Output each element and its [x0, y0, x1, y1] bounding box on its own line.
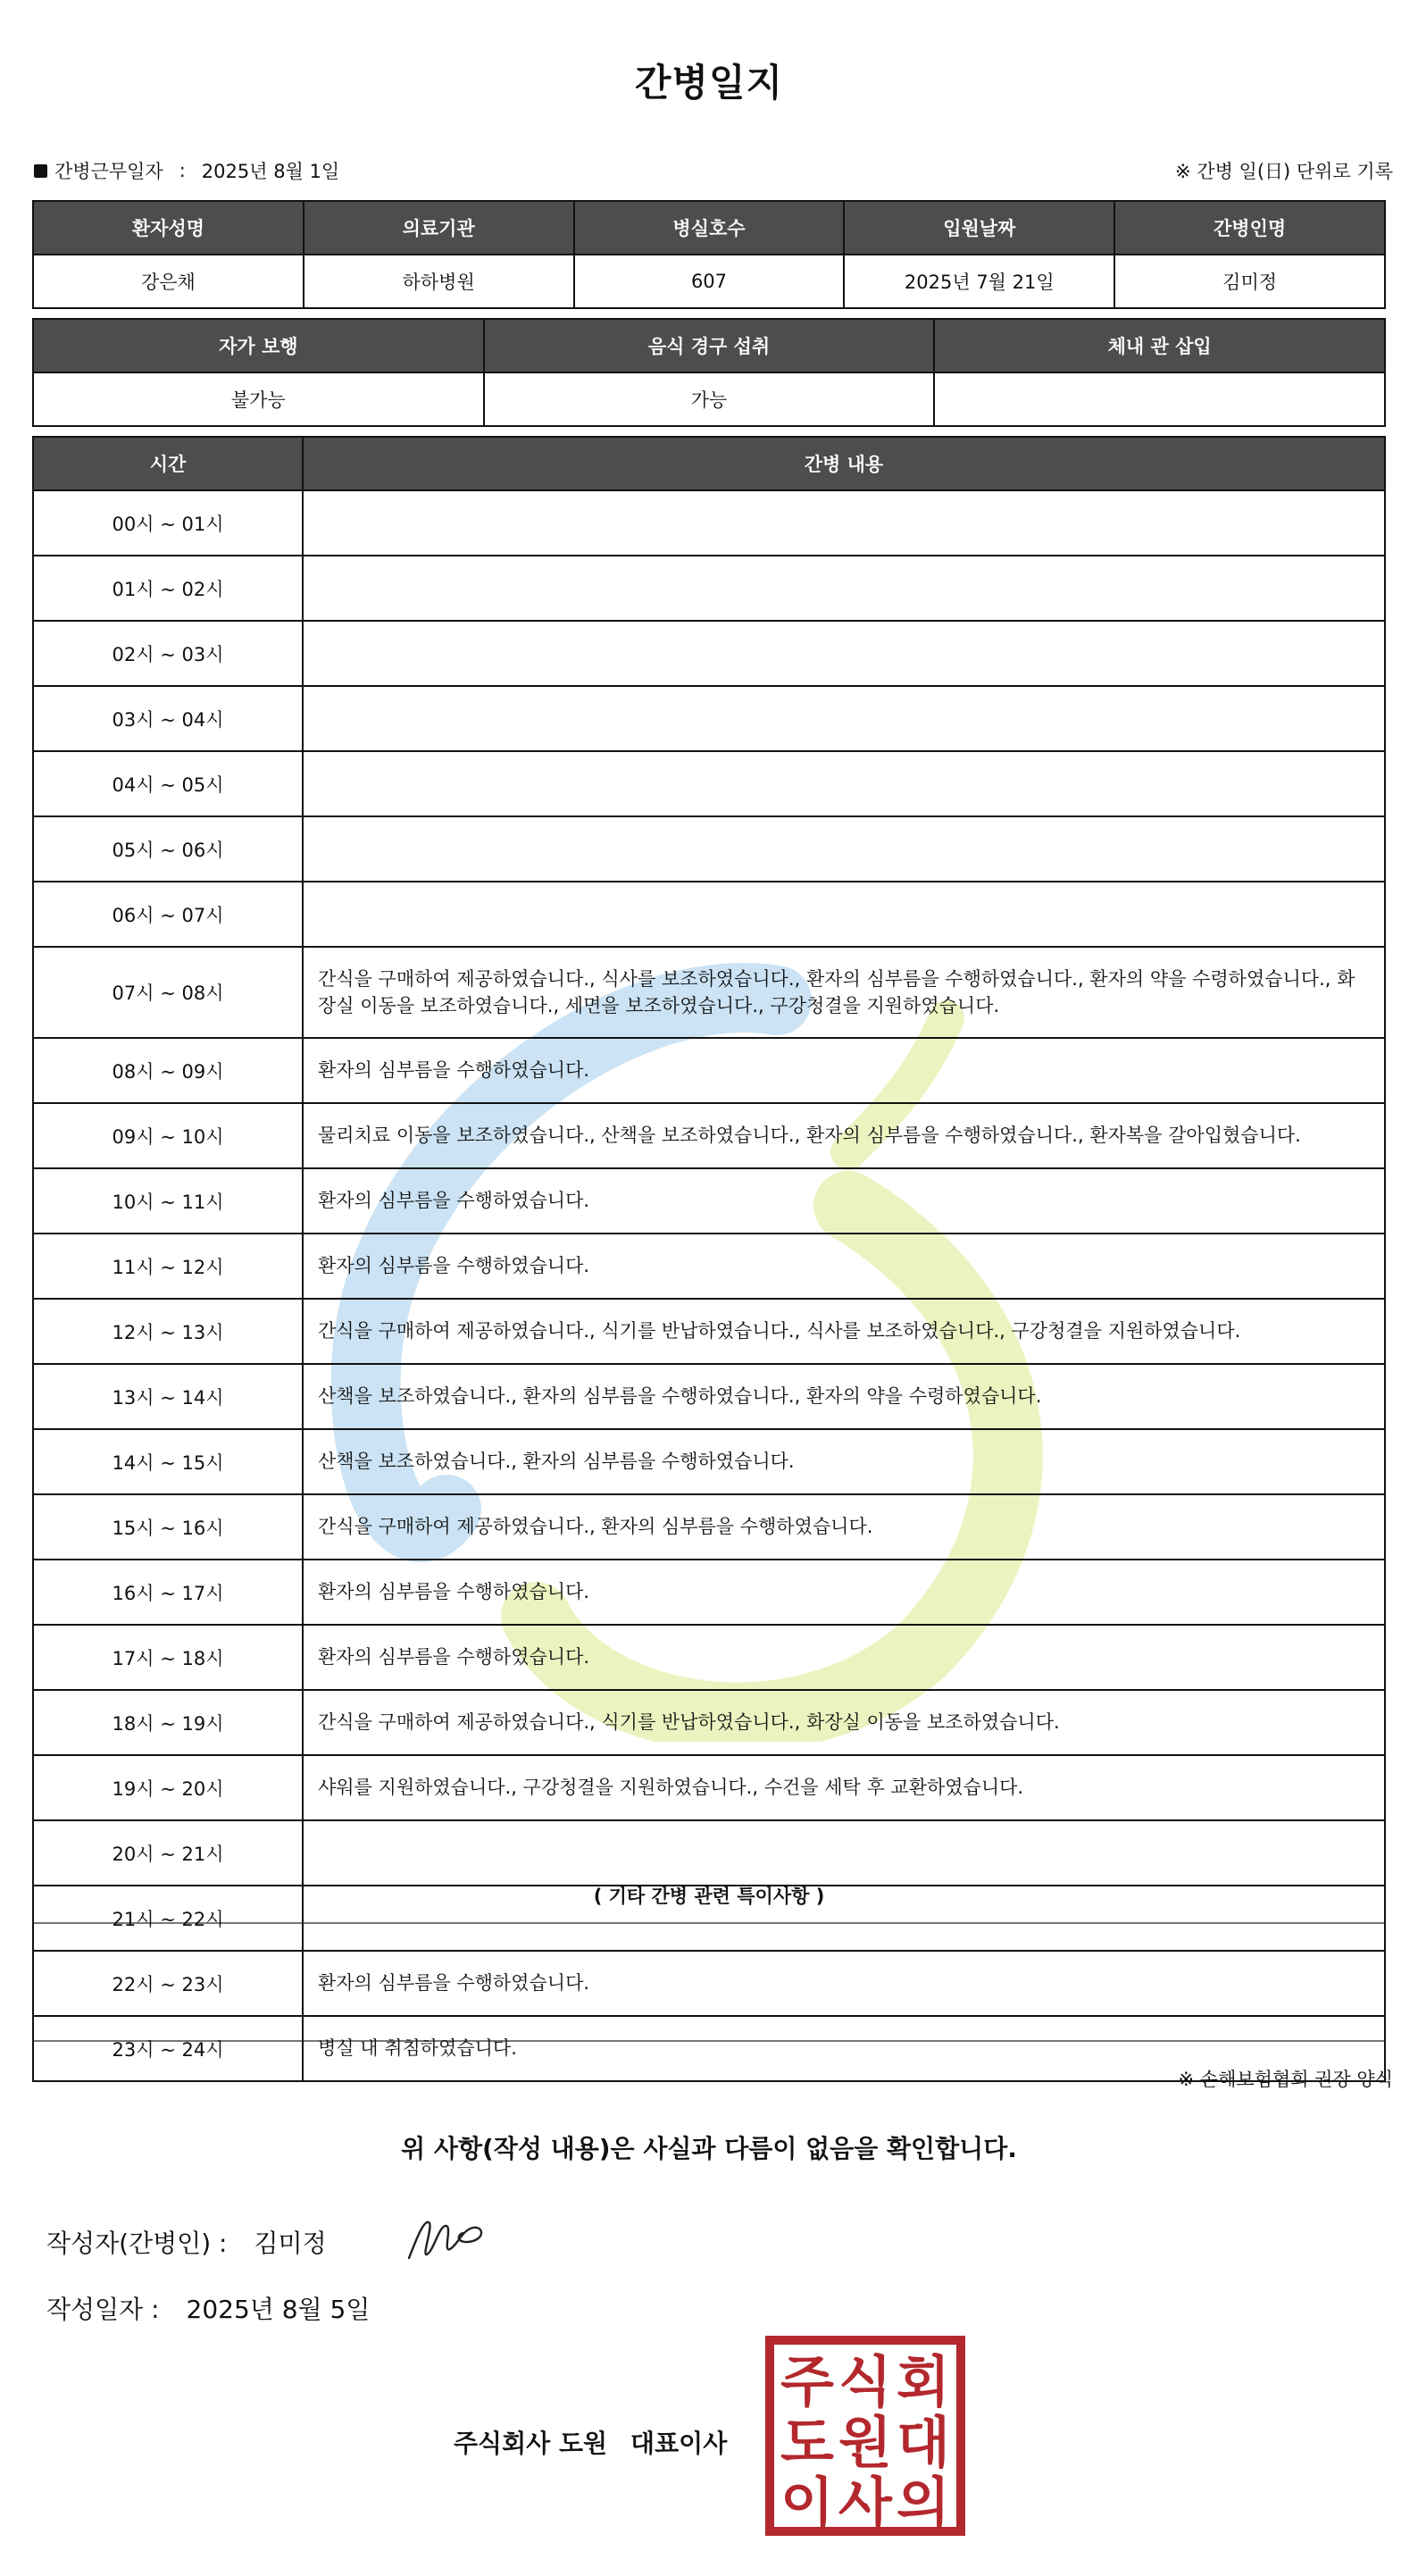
writer-label: 작성자(간병인) :	[46, 2229, 228, 2258]
table-row	[33, 556, 1385, 621]
form-note: ※ 손해보험협회 권장 양식	[1178, 2069, 1393, 2090]
table-header-row	[33, 437, 1385, 490]
work-date-label: 간병근무일자	[54, 161, 163, 182]
write-date-line	[46, 2290, 370, 2326]
table-row	[33, 372, 1385, 426]
time-cell: 20시 ~ 21시	[33, 1820, 303, 1886]
time-cell: 02시 ~ 03시	[33, 621, 303, 686]
writer-name: 김미정	[254, 2229, 327, 2258]
time-cell: 07시 ~ 08시	[33, 947, 303, 1038]
time-cell: 01시 ~ 02시	[33, 556, 303, 621]
care-log-table	[32, 436, 1386, 2082]
header-patient-name: 환자성명	[33, 201, 304, 255]
table-row	[33, 2016, 1385, 2081]
table-header-row	[33, 319, 1385, 372]
header-caregiver-name: 간병인명	[1114, 201, 1385, 255]
svg-text:회: 회	[897, 2349, 950, 2414]
notes-title: ( 기타 간병 관련 특이사항 )	[593, 1886, 825, 1907]
time-cell: 05시 ~ 06시	[33, 816, 303, 882]
care-content-cell	[303, 621, 1385, 686]
table-row	[33, 1103, 1385, 1168]
care-content-cell: 산책을 보조하였습니다., 환자의 심부름을 수행하였습니다.	[303, 1429, 1385, 1494]
care-log-body	[33, 490, 1385, 2081]
table-row	[33, 1755, 1385, 1820]
signature-image	[404, 2204, 489, 2267]
self-walking: 불가능	[33, 372, 484, 426]
table-row	[33, 490, 1385, 556]
company-seal-stamp	[764, 2335, 966, 2537]
time-cell: 12시 ~ 13시	[33, 1299, 303, 1364]
svg-text:도: 도	[780, 2410, 834, 2475]
table-row	[33, 1234, 1385, 1299]
work-date	[34, 157, 339, 184]
time-cell: 17시 ~ 18시	[33, 1625, 303, 1690]
company-name: 주식회사 도원	[454, 2429, 608, 2458]
care-content-cell: 환자의 심부름을 수행하였습니다.	[303, 1951, 1385, 2016]
write-date-label: 작성일자 :	[46, 2295, 160, 2324]
svg-text:이: 이	[780, 2471, 834, 2536]
confirmation-statement: 위 사항(작성 내용)은 사실과 다름이 없음을 확인합니다.	[401, 2134, 1017, 2163]
representative-title: 대표이사	[630, 2429, 728, 2458]
time-cell: 06시 ~ 07시	[33, 882, 303, 947]
svg-text:식: 식	[838, 2349, 892, 2414]
care-content-cell: 환자의 심부름을 수행하였습니다.	[303, 1625, 1385, 1690]
time-cell: 18시 ~ 19시	[33, 1690, 303, 1755]
time-cell: 11시 ~ 12시	[33, 1234, 303, 1299]
svg-text:사: 사	[838, 2471, 892, 2536]
care-content-cell: 샤워를 지원하였습니다., 구강청결을 지원하였습니다., 수건을 세탁 후 교환하였습니다.	[303, 1755, 1385, 1820]
care-content-cell: 환자의 심부름을 수행하였습니다.	[303, 1560, 1385, 1625]
care-content-cell	[303, 1820, 1385, 1886]
care-content-cell	[303, 686, 1385, 751]
caregiver-name: 김미정	[1114, 255, 1385, 308]
room-number: 607	[574, 255, 845, 308]
table-row	[33, 621, 1385, 686]
oral-intake: 가능	[484, 372, 935, 426]
table-row	[33, 882, 1385, 947]
header-tube-insertion: 체내 관 삽입	[934, 319, 1385, 372]
table-row	[33, 1560, 1385, 1625]
care-content-cell: 간식을 구매하여 제공하였습니다., 식기를 반납하였습니다., 화장실 이동을 보조하였습니다.	[303, 1690, 1385, 1755]
header-hospital: 의료기관	[304, 201, 574, 255]
time-cell: 13시 ~ 14시	[33, 1364, 303, 1429]
care-content-cell: 간식을 구매하여 제공하였습니다., 환자의 심부름을 수행하였습니다.	[303, 1494, 1385, 1560]
care-content-cell	[303, 751, 1385, 816]
table-row	[33, 1494, 1385, 1560]
care-content-cell	[303, 816, 1385, 882]
admission-date: 2025년 7월 21일	[844, 255, 1114, 308]
care-content-cell	[303, 490, 1385, 556]
table-row	[33, 255, 1385, 308]
patient-name: 강은채	[33, 255, 304, 308]
table-row	[33, 1038, 1385, 1103]
header-time: 시간	[33, 437, 303, 490]
care-content-cell: 물리치료 이동을 보조하였습니다., 산책을 보조하였습니다., 환자의 심부름을 수행하였습니다., 환자복을 갈아입혔습니다.	[303, 1103, 1385, 1168]
table-row	[33, 1364, 1385, 1429]
care-content-cell: 간식을 구매하여 제공하였습니다., 식기를 반납하였습니다., 식사를 보조하였습니다., 구강청결을 지원하였습니다.	[303, 1299, 1385, 1364]
header-room-number: 병실호수	[574, 201, 845, 255]
unit-note: ※ 간병 일(日) 단위로 기록	[1175, 161, 1393, 182]
hospital: 하하병원	[304, 255, 574, 308]
table-row	[33, 1429, 1385, 1494]
patient-info-table	[32, 200, 1386, 309]
time-cell: 22시 ~ 23시	[33, 1951, 303, 2016]
work-date-value: 2025년 8월 1일	[201, 161, 340, 182]
care-content-cell: 환자의 심부름을 수행하였습니다.	[303, 1038, 1385, 1103]
time-cell: 08시 ~ 09시	[33, 1038, 303, 1103]
work-date-separator: :	[179, 160, 186, 181]
time-cell: 16시 ~ 17시	[33, 1560, 303, 1625]
page-title: 간병일지	[634, 61, 784, 105]
time-cell: 00시 ~ 01시	[33, 490, 303, 556]
bullet-square-icon	[34, 164, 47, 178]
header-oral-intake: 음식 경구 섭취	[484, 319, 935, 372]
table-row	[33, 1820, 1385, 1886]
tube-insertion	[934, 372, 1385, 426]
care-content-cell: 환자의 심부름을 수행하였습니다.	[303, 1234, 1385, 1299]
care-content-cell: 병실 내 취침하였습니다.	[303, 2016, 1385, 2081]
table-row	[33, 816, 1385, 882]
svg-text:대: 대	[897, 2410, 950, 2475]
write-date-value: 2025년 8월 5일	[186, 2295, 371, 2324]
table-row	[33, 686, 1385, 751]
care-content-cell: 간식을 구매하여 제공하였습니다., 식사를 보조하였습니다., 환자의 심부름을 수행하였습니다., 환자의 약을 수령하였습니다., 화장실 이동을 보조하였습니다., 세면을 보조하였습니다., 구강청결을 지원하였습니다.	[303, 947, 1385, 1038]
header-admission-date: 입원날짜	[844, 201, 1114, 255]
time-cell: 04시 ~ 05시	[33, 751, 303, 816]
time-cell: 09시 ~ 10시	[33, 1103, 303, 1168]
care-content-cell	[303, 556, 1385, 621]
table-header-row	[33, 201, 1385, 255]
time-cell: 15시 ~ 16시	[33, 1494, 303, 1560]
time-cell: 21시 ~ 22시	[33, 1886, 303, 1951]
svg-text:주: 주	[780, 2349, 834, 2414]
time-cell: 14시 ~ 15시	[33, 1429, 303, 1494]
care-content-cell: 환자의 심부름을 수행하였습니다.	[303, 1168, 1385, 1234]
svg-text:의: 의	[897, 2471, 950, 2536]
time-cell: 03시 ~ 04시	[33, 686, 303, 751]
care-content-cell	[303, 882, 1385, 947]
care-content-cell: 산책을 보조하였습니다., 환자의 심부름을 수행하였습니다., 환자의 약을 수령하였습니다.	[303, 1364, 1385, 1429]
time-cell: 10시 ~ 11시	[33, 1168, 303, 1234]
care-content-cell	[303, 1886, 1385, 1951]
time-cell: 19시 ~ 20시	[33, 1755, 303, 1820]
table-row	[33, 947, 1385, 1038]
table-row	[33, 1625, 1385, 1690]
table-row	[33, 751, 1385, 816]
table-row	[33, 1886, 1385, 1951]
patient-status-table	[32, 318, 1386, 427]
header-care-content: 간병 내용	[303, 437, 1385, 490]
table-row	[33, 1299, 1385, 1364]
time-cell: 23시 ~ 24시	[33, 2016, 303, 2081]
header-self-walking: 자가 보행	[33, 319, 484, 372]
company-line	[454, 2424, 727, 2460]
svg-text:원: 원	[838, 2410, 892, 2475]
table-row	[33, 1168, 1385, 1234]
table-row	[33, 1690, 1385, 1755]
writer-line	[46, 2224, 327, 2260]
table-row	[33, 1951, 1385, 2016]
